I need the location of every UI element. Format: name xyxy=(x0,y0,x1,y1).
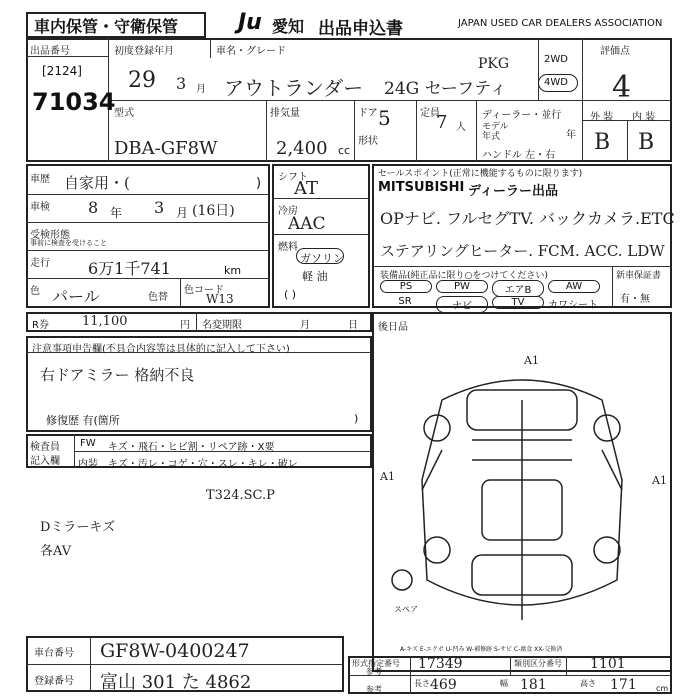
logo-mark: Ju xyxy=(238,10,262,35)
inspector-label2: 記入欄 xyxy=(30,456,60,467)
shift-label: シフト xyxy=(278,172,308,183)
equipment-label: 装備品(純正品に限り○をつけてください) xyxy=(380,271,548,281)
doc-title: 出品申込書 xyxy=(318,19,403,39)
divider xyxy=(627,120,628,162)
divider xyxy=(90,636,91,692)
sales-label: セールスポイント(正常に機能するものに限ります) xyxy=(378,169,583,179)
sales-brand-suffix: ディーラー出品 xyxy=(468,184,558,199)
fuel-value: ガソリン xyxy=(300,252,344,265)
height-label: 高さ xyxy=(580,679,596,688)
recycle-value: 11,100 xyxy=(82,314,128,329)
divider xyxy=(26,56,108,57)
width-value: 181 xyxy=(520,677,547,693)
inspector-inner-text: キズ・汚レ・コゲ・穴・スレ・キレ・破レ xyxy=(108,459,298,470)
sales-line1: OPナビ. フルセグTV. バックカメラ.ETC xyxy=(380,209,675,228)
cert-label1: 形式指定番号 xyxy=(352,659,400,668)
car-grade: 24G セーフティ xyxy=(384,79,507,99)
size-ref-label: 参考 xyxy=(366,685,382,694)
recycle-block xyxy=(26,312,372,332)
mileage-label: 走行 xyxy=(30,258,50,269)
hw-line2: 各AV xyxy=(40,544,72,559)
divider xyxy=(26,222,270,223)
drive-2wd: 2WD xyxy=(544,54,568,65)
interior-value: B xyxy=(638,130,655,155)
recycle-unit: 円 xyxy=(180,320,190,331)
capacity-value: 7 xyxy=(436,112,448,133)
lot-sub: [2124] xyxy=(42,64,82,78)
color-value: パール xyxy=(52,287,100,306)
size-unit: cm xyxy=(656,684,669,693)
shift-value: AT xyxy=(294,178,319,199)
divider xyxy=(26,250,270,251)
divider xyxy=(612,266,613,308)
receipt-label: 受検形態 xyxy=(30,230,70,241)
equipment-item-selected: エアB xyxy=(492,280,544,297)
first-reg-month: 3 xyxy=(176,74,187,93)
sales-line2: ステアリングヒーター. FCM. ACC. LDW xyxy=(380,242,665,260)
plate-label: 登録番号 xyxy=(34,676,74,687)
divider xyxy=(538,38,539,100)
cert-value: 17349 xyxy=(418,656,463,672)
class-label: 類別区分番号 xyxy=(514,659,562,668)
first-reg-month-unit: 月 xyxy=(196,84,206,95)
year-suffix: 年 xyxy=(566,130,576,141)
inspection-label: 車検 xyxy=(30,202,50,213)
ac-label: 冷房 xyxy=(278,206,298,217)
divider xyxy=(180,278,181,308)
capacity-unit: 人 xyxy=(456,122,466,133)
usage-value: 自家用・( xyxy=(64,174,130,192)
plate-value: 富山 301 た 4862 xyxy=(100,672,252,693)
fuel-paren: ( ) xyxy=(284,288,297,301)
mileage-unit: km xyxy=(224,264,242,277)
divider xyxy=(510,656,511,676)
notes-label: 注意事項申告欄(不具合内容等は具体的に記入して下さい) xyxy=(32,344,290,355)
car-diagram xyxy=(372,340,672,640)
spare-wheel xyxy=(392,570,412,590)
mid-block xyxy=(272,164,370,308)
notes-text: 右ドアミラー 格納不良 xyxy=(40,366,195,384)
model-label: 型式 xyxy=(114,108,134,119)
divider xyxy=(210,38,211,58)
divider xyxy=(416,100,417,162)
hw-line1: Dミラーキズ xyxy=(40,520,116,535)
divider xyxy=(272,198,370,199)
usage-close: ) xyxy=(256,176,262,191)
divider xyxy=(410,656,411,694)
fuel-alt: 軽 油 xyxy=(302,270,328,283)
diagram-mark-left: A1 xyxy=(380,470,395,483)
doors-value: 5 xyxy=(378,106,391,130)
inspector-inner: 内装 xyxy=(78,459,98,470)
width-label: 幅 xyxy=(500,679,508,688)
model-value: DBA-GF8W xyxy=(114,138,218,159)
equipment-item: カワシート xyxy=(548,300,598,311)
chassis-label: 車台番号 xyxy=(34,648,74,659)
usage-label: 車歴 xyxy=(30,174,50,185)
class-value: 1101 xyxy=(590,656,626,672)
name-change-label: 名変期限 xyxy=(202,320,242,331)
chassis-value: GF8W-0400247 xyxy=(100,640,250,662)
divider xyxy=(566,656,567,676)
exterior-value: B xyxy=(594,130,611,155)
mileage-value: 6万1千741 xyxy=(88,259,171,278)
lot-label: 出品番号 xyxy=(30,46,70,57)
assoc-name: JAPAN USED CAR DEALERS ASSOCIATION xyxy=(458,18,663,29)
diagram-mark-top: A1 xyxy=(524,354,539,367)
divider xyxy=(272,234,370,235)
exterior-label: 外 装 xyxy=(590,112,614,123)
capacity-label: 定員 xyxy=(420,108,440,119)
color-code: W13 xyxy=(206,292,234,306)
doors-label: ドア xyxy=(358,108,378,119)
inspector-label1: 検査員 xyxy=(30,442,60,453)
sales-brand: MITSUBISHI xyxy=(378,180,465,195)
hw-code: T324.SC.P xyxy=(206,488,275,503)
handle-label: ハンドル 左・右 xyxy=(482,150,556,161)
warranty-value: 有・無 xyxy=(620,294,650,305)
name-change-day: 日 xyxy=(348,320,358,331)
color-label: 色 xyxy=(30,286,40,297)
first-reg-label: 初度登録年月 xyxy=(114,46,174,57)
warranty-label: 新車保証書 xyxy=(616,271,662,281)
cert-label2: 参考 xyxy=(366,667,382,676)
receipt-note: 事前に検査を受けること xyxy=(30,239,107,247)
inspection-day: (16日) xyxy=(192,203,235,219)
car-pkg: PKG xyxy=(478,56,510,72)
wheel-rl xyxy=(424,537,450,563)
divider xyxy=(476,100,477,162)
first-reg-year: 29 xyxy=(128,68,156,93)
inspection-y: 年 xyxy=(110,206,123,220)
recycle-label: R券 xyxy=(32,320,49,331)
equipment-item-selected: TV xyxy=(492,296,544,309)
name-change-month: 月 xyxy=(300,320,310,331)
inspection-year: 8 xyxy=(88,198,99,217)
score-label: 評価点 xyxy=(600,46,630,57)
inspector-fw: FW xyxy=(80,438,96,449)
displacement-label: 排気量 xyxy=(270,108,300,119)
inspection-month: 3 xyxy=(154,198,165,217)
inspection-m: 月 xyxy=(176,206,189,220)
back-seat-label: 後日品 xyxy=(378,322,408,333)
spare-label: スペア xyxy=(394,605,418,614)
wheel-rr xyxy=(594,537,620,563)
length-label: 長さ xyxy=(414,679,430,688)
storage-label: 車内保管・守衛保管 xyxy=(34,17,179,36)
model-year-label: モデル 年式 xyxy=(482,122,509,142)
repair-label: 修復歴 有(箇所 xyxy=(46,414,120,427)
ac-value: AAC xyxy=(288,214,326,234)
inspector-fw-text: キズ・飛石・ヒビ割・リペア跡・X要 xyxy=(108,442,275,453)
lot-number: 71034 xyxy=(32,88,116,116)
length-value: 469 xyxy=(430,677,457,693)
divider xyxy=(26,352,372,353)
car-name-label: 車名・グレード xyxy=(216,46,286,57)
car-name: アウトランダー xyxy=(224,76,364,100)
divider xyxy=(108,100,672,101)
score-value: 4 xyxy=(612,70,632,105)
height-value: 171 xyxy=(610,677,637,693)
shape-label: 形状 xyxy=(358,136,378,147)
divider xyxy=(266,100,267,162)
divider xyxy=(372,266,672,267)
color-exchange-label: 色替 xyxy=(148,292,168,303)
divider xyxy=(354,100,355,162)
displacement-value: 2,400 xyxy=(276,138,328,159)
equipment-item-selected: PW xyxy=(436,280,488,293)
equipment-item: SR xyxy=(398,296,412,307)
drive-4wd: 4WD xyxy=(544,77,568,88)
dealer-label: ディーラー・並行 xyxy=(482,110,562,121)
divider xyxy=(26,664,344,665)
diagram-legend: A-キズ E-エクボ U-凹み W-補修跡 S-サビ C-腐食 XX-交換済 xyxy=(400,646,563,653)
equipment-item-selected: ナビ xyxy=(436,296,488,313)
repair-close: ) xyxy=(354,412,359,425)
divider xyxy=(196,312,197,332)
equipment-item-selected: PS xyxy=(380,280,432,293)
interior-label: 内 装 xyxy=(632,112,656,123)
org-name: 愛知 xyxy=(272,17,305,36)
divider xyxy=(26,194,270,195)
fuel-label: 燃料 xyxy=(278,242,298,253)
displacement-unit: cc xyxy=(338,144,351,157)
color-code-label: 色コード xyxy=(184,285,224,296)
diagram-mark-right: A1 xyxy=(652,474,667,487)
equipment-item-selected: AW xyxy=(548,280,600,293)
